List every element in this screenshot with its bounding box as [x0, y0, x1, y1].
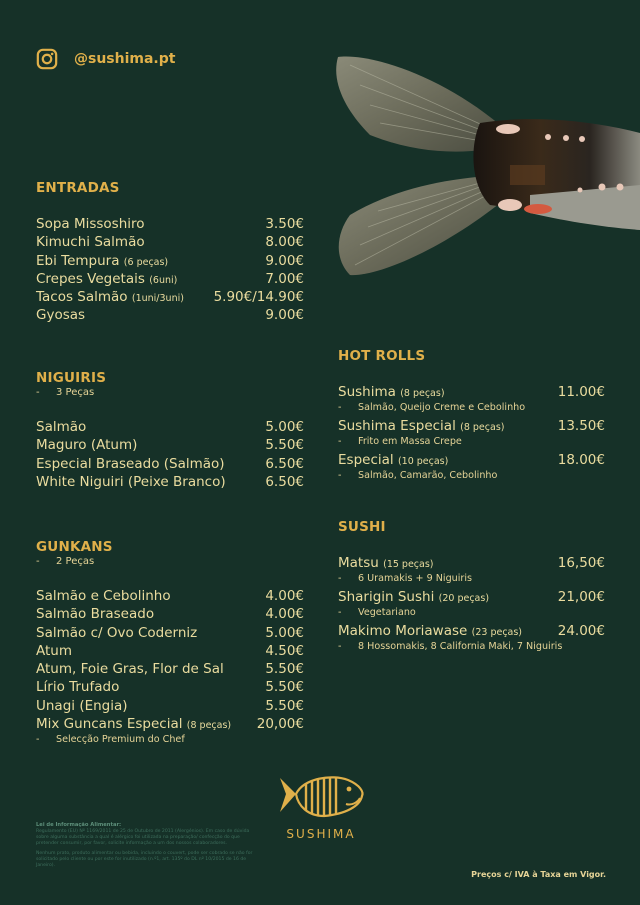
item-note: - Vegetariano — [338, 607, 416, 618]
list-item — [36, 715, 304, 733]
item-price: 4.00€ — [265, 606, 304, 623]
item-price: 7.00€ — [265, 270, 304, 287]
item-name: Unagi (Engia) — [36, 697, 128, 714]
item-name: Matsu — [338, 555, 379, 571]
item-price: 5.90€/14.90€ — [213, 289, 304, 306]
item-price: 4.50€ — [265, 642, 304, 659]
list-item — [338, 452, 605, 469]
list-item — [338, 418, 605, 435]
list-item — [36, 233, 304, 251]
entradas-list — [36, 215, 304, 325]
item-price: 6.50€ — [265, 455, 304, 472]
social-header — [36, 48, 175, 70]
list-item — [338, 589, 605, 606]
list-item — [36, 288, 304, 306]
item-name: Ebi Tempura — [36, 252, 120, 269]
item-price: 5.50€ — [265, 437, 304, 454]
section-title-sushi: SUSHI — [338, 519, 386, 535]
list-item — [338, 623, 605, 640]
list-item — [36, 418, 304, 436]
item-price: 13.50€ — [557, 418, 605, 434]
item-price: 5.00€ — [265, 419, 304, 435]
item-name: Atum, Foie Gras, Flor de Sal — [36, 661, 224, 678]
legal-paragraph: Nenhum prato, produto alimentar ou bebida, incluindo o couvert, pode ser cobrado se não for solicitado pelo cliente ou por este for inutilizado (n.º1, art. 135º do DL nº 10/2015 de 16 de Janeiro). — [36, 850, 253, 869]
item-price: 8.00€ — [265, 234, 304, 251]
item-note-text: Salmão, Camarão, Cebolinho — [358, 470, 498, 481]
fish-tail-illustration — [330, 45, 640, 285]
instagram-handle[interactable]: @sushima.pt — [74, 51, 176, 67]
niguiris-list — [36, 418, 304, 491]
item-price: 11.00€ — [557, 384, 605, 400]
item-name: Kimuchi Salmão — [36, 234, 145, 251]
list-item — [36, 215, 304, 233]
item-name: Sushima — [338, 384, 396, 400]
item-name: Sharigin Sushi — [338, 589, 435, 605]
item-name: Maguro (Atum) — [36, 437, 138, 454]
item-price: 9.00€ — [265, 252, 304, 269]
item-qty: (6 peças) — [123, 256, 169, 268]
item-name: Lírio Trufado — [36, 679, 120, 696]
item-name: Especial — [338, 452, 394, 468]
list-item — [36, 587, 304, 605]
item-qty: (8 peças) — [400, 388, 445, 399]
item-name: White Niguiri (Peixe Branco) — [36, 473, 226, 490]
list-item — [36, 436, 304, 454]
item-note: - Selecção Premium do Chef — [36, 734, 185, 746]
sushi-list — [338, 555, 605, 657]
instagram-icon — [36, 48, 58, 70]
item-price: 5.00€ — [265, 624, 304, 641]
legal-info — [36, 822, 258, 872]
legal-paragraph: Regulamento (EU) Nº 1169/2011 de 25 de Outubro de 2011 (Alergénios). Em caso de dúvida sobre alguma substância a qual é alérgico foi utilizada na preparação/ confecção do que pretender consumir, por favor, solicite informação a um dos nossos colaboradores. — [36, 829, 250, 847]
section-title-gunkans: GUNKANS — [36, 539, 113, 555]
vat-note: Preços c/ IVA à Taxa em Vigor. — [471, 870, 606, 879]
item-qty: (15 peças) — [383, 559, 434, 570]
item-price: 18.00€ — [557, 452, 605, 468]
item-qty: (8 peças) — [460, 422, 505, 433]
section-note-text: 2 Peças — [56, 556, 95, 567]
gunkans-list — [36, 587, 304, 746]
list-item — [36, 697, 304, 715]
item-note: - Salmão, Camarão, Cebolinho — [338, 470, 498, 481]
item-qty: (1uni/3uni) — [131, 293, 184, 305]
item-name: Mix Guncans Especial — [36, 716, 183, 733]
item-name: Sopa Missoshiro — [36, 216, 145, 232]
item-price: 16,50€ — [557, 555, 605, 571]
list-item — [36, 455, 304, 473]
item-name: Sushima Especial — [338, 418, 456, 434]
item-qty: (8 peças) — [186, 720, 232, 732]
item-price: 20,00€ — [256, 716, 304, 733]
item-price: 24.00€ — [557, 623, 605, 639]
item-note-text: Vegetariano — [358, 607, 416, 618]
item-note: - Frito em Massa Crepe — [338, 436, 462, 447]
item-qty: (23 peças) — [471, 627, 523, 638]
list-item — [36, 252, 304, 270]
item-price: 5.50€ — [265, 661, 304, 678]
item-price: 5.50€ — [265, 679, 304, 696]
hot-rolls-list — [338, 384, 605, 486]
item-name: Gyosas — [36, 307, 86, 324]
item-name: Especial Braseado (Salmão) — [36, 455, 225, 472]
list-item — [36, 605, 304, 623]
item-note-text: Selecção Premium do Chef — [56, 734, 185, 746]
item-name: Makimo Moriawase — [338, 623, 468, 639]
item-name: Salmão c/ Ovo Coderniz — [36, 624, 198, 641]
item-note-text: 6 Uramakis + 9 Niguiris — [358, 573, 473, 584]
item-price: 3.50€ — [265, 216, 304, 232]
item-qty: (6uni) — [149, 274, 178, 286]
item-note-text: Frito em Massa Crepe — [358, 436, 462, 447]
section-note: - 3 Peças — [36, 387, 95, 398]
section-note-text: 3 Peças — [56, 387, 95, 398]
item-name: Tacos Salmão — [36, 289, 128, 306]
item-note: - Salmão, Queijo Creme e Cebolinho — [338, 402, 526, 413]
item-qty: (10 peças) — [397, 456, 449, 467]
list-item — [36, 624, 304, 642]
item-price: 9.00€ — [265, 307, 304, 324]
item-price: 6.50€ — [265, 473, 304, 490]
list-item — [36, 270, 304, 288]
item-note-text: 8 Hossomakis, 8 California Maki, 7 Niguiris — [358, 641, 563, 652]
legal-title: Lei de Informação Alimentar: — [36, 822, 122, 828]
item-name: Crepes Vegetais — [36, 270, 145, 287]
section-title-hot-rolls: HOT ROLLS — [338, 348, 426, 364]
item-price: 21,00€ — [557, 589, 605, 605]
list-item — [36, 306, 304, 324]
item-note: - 8 Hossomakis, 8 California Maki, 7 Niguiris — [338, 641, 563, 652]
item-qty: (20 peças) — [438, 593, 490, 604]
list-item — [36, 642, 304, 660]
item-note: - 6 Uramakis + 9 Niguiris — [338, 573, 473, 584]
fish-logo-icon — [276, 772, 366, 822]
list-item — [36, 473, 304, 491]
list-item — [36, 660, 304, 678]
item-price: 5.50€ — [265, 697, 304, 714]
brand-name: SUSHIMA — [286, 827, 356, 841]
item-name: Salmão Braseado — [36, 606, 155, 623]
list-item — [36, 678, 304, 696]
item-name: Salmão e Cebolinho — [36, 588, 171, 604]
item-name: Salmão — [36, 419, 87, 435]
section-title-niguiris: NIGUIRIS — [36, 370, 107, 386]
item-note-text: Salmão, Queijo Creme e Cebolinho — [358, 402, 526, 413]
section-note: - 2 Peças — [36, 556, 95, 567]
list-item — [338, 384, 605, 401]
section-title-entradas: ENTRADAS — [36, 180, 120, 196]
item-price: 4.00€ — [265, 588, 304, 604]
item-name: Atum — [36, 642, 72, 659]
list-item — [338, 555, 605, 572]
